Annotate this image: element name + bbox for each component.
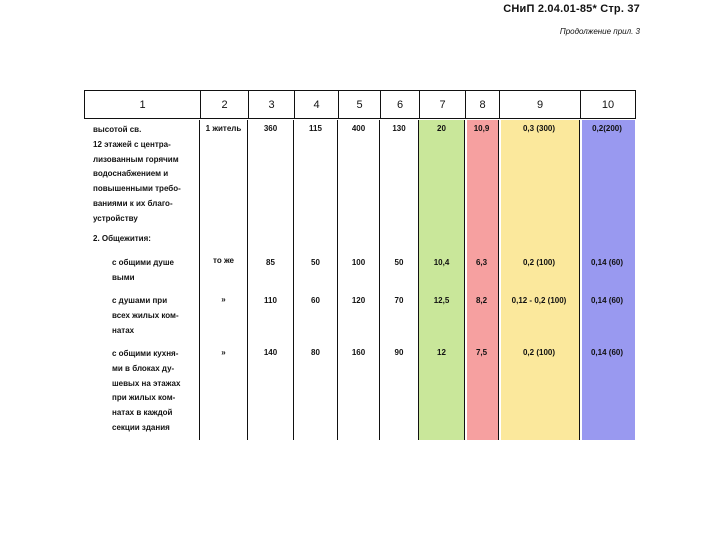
row-description: высотой св. 12 этажей с центра- лизованным горячим водоснабжением и повышенными требо- ваниями к их благо- устройству: [93, 125, 181, 223]
column-rule: [379, 120, 380, 440]
column-number: 4: [313, 98, 320, 111]
column-number: 2: [221, 98, 228, 111]
table-cell: 115: [309, 124, 322, 133]
document-header: СНиП 2.04.01-85* Стр. 37: [503, 3, 640, 15]
table-cell: 0,3 (300): [522, 124, 556, 133]
table-cell: 85: [266, 258, 275, 267]
table-cell: 10,9: [473, 124, 490, 133]
table-cell: 12: [437, 348, 446, 357]
table-cell: 20: [437, 124, 446, 133]
table-cell: 60: [311, 296, 320, 305]
column-rule: [337, 120, 338, 440]
table-cell: 140: [263, 348, 278, 357]
table-cell: 0,14 (60): [590, 348, 624, 357]
table-cell: то же: [213, 256, 234, 265]
column-rule: [293, 120, 294, 440]
row-description: с общими кухня- ми в блоках ду- шевых на этажах при жилых ком- натах в каждой секции здания: [112, 349, 181, 432]
table-cell: 100: [351, 258, 366, 267]
table-cell: 400: [351, 124, 366, 133]
table-cell: 130: [392, 124, 406, 133]
column-9-highlight: [501, 120, 579, 440]
column-number: 9: [536, 98, 544, 111]
table-cell: 110: [264, 296, 277, 305]
row-description: с душами при всех жилых ком- натах: [112, 296, 179, 335]
table-cell: 8,2: [475, 296, 488, 305]
column-number-row: [84, 90, 636, 119]
table-cell: 50: [394, 258, 404, 267]
table-cell: 0,12 - 0,2 (100): [511, 296, 567, 305]
table-cell: 80: [311, 348, 320, 357]
column-rule: [418, 120, 419, 440]
table-cell: 50: [311, 258, 320, 267]
column-8-highlight: [467, 120, 498, 440]
table-cell: 0,14 (60): [590, 258, 624, 267]
table-cell: 0,2 (100): [522, 258, 556, 267]
column-number: 5: [356, 98, 363, 111]
column-rule: [247, 120, 248, 440]
column-number: 1: [139, 98, 146, 111]
column-10-highlight: [582, 120, 635, 440]
table-cell: 360: [263, 124, 278, 133]
column-number: 7: [439, 98, 446, 111]
column-number: 6: [396, 98, 404, 111]
row-description: с общими душе выми: [112, 258, 174, 282]
table-cell: 12,5: [433, 296, 450, 305]
table-cell: 0,2 (100): [522, 348, 556, 357]
column-rule: [464, 120, 465, 440]
data-table: [84, 88, 636, 440]
table-cell: 160: [351, 348, 366, 357]
column-number: 3: [268, 98, 275, 111]
table-cell: 90: [394, 348, 404, 357]
column-number: 8: [479, 98, 486, 111]
table-cell: 0,2(200): [592, 124, 622, 133]
table-cell: »: [221, 295, 226, 304]
continuation-note: Продолжение прил. 3: [559, 27, 640, 36]
column-7-highlight: [419, 120, 464, 440]
table-cell: 10,4: [433, 258, 450, 267]
table-cell: 7,5: [475, 348, 488, 357]
column-number: 10: [601, 98, 615, 111]
column-rule: [579, 120, 580, 440]
column-rule: [199, 120, 200, 440]
table-cell: 1 житель: [205, 124, 242, 133]
table-cell: 0,14 (60): [590, 296, 624, 305]
section-heading: 2. Общежития:: [93, 234, 151, 243]
table-cell: 120: [351, 296, 366, 305]
table-cell: »: [221, 348, 226, 357]
table-cell: 6,3: [475, 258, 488, 267]
column-rule: [498, 120, 499, 440]
table-cell: 70: [394, 296, 404, 305]
